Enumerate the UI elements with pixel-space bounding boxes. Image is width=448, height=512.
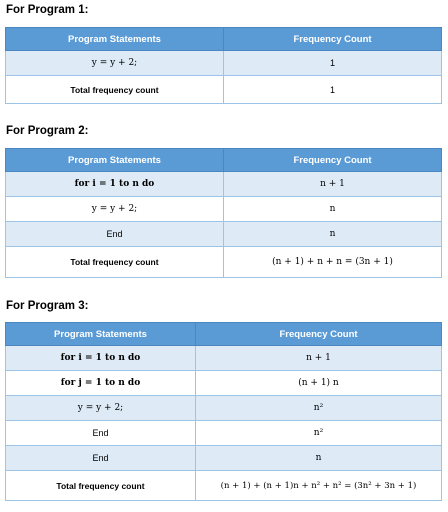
table-row xyxy=(6,396,442,421)
program3-title: For Program 3: xyxy=(6,300,89,312)
total-label-cell: Total frequency count xyxy=(6,471,196,501)
table-row xyxy=(6,76,442,104)
table-row xyxy=(6,247,442,278)
header-program-statements: Program Statements xyxy=(6,149,224,172)
table-row xyxy=(6,471,442,501)
statement-cell: End xyxy=(6,446,196,471)
count-cell: n² xyxy=(196,421,442,446)
statement-cell: End xyxy=(6,421,196,446)
program3-table xyxy=(5,322,442,501)
total-count-cell: 1 xyxy=(224,76,442,104)
statement-cell: for i = 1 to n do xyxy=(6,346,196,371)
count-cell: (n + 1) n xyxy=(196,371,442,396)
table-row xyxy=(6,197,442,222)
table-row xyxy=(6,51,442,76)
total-count-cell: (n + 1) + n + n = (3n + 1) xyxy=(224,247,442,278)
table-row xyxy=(6,346,442,371)
statement-cell: y = y + 2; xyxy=(6,51,224,76)
total-label-cell: Total frequency count xyxy=(6,247,224,278)
count-cell: 1 xyxy=(224,51,442,76)
table-row xyxy=(6,446,442,471)
statement-cell: for j = 1 to n do xyxy=(6,371,196,396)
table-header-row xyxy=(6,323,442,346)
count-cell: n xyxy=(224,222,442,247)
header-program-statements: Program Statements xyxy=(6,323,196,346)
count-cell: n + 1 xyxy=(224,172,442,197)
table-header-row xyxy=(6,28,442,51)
statement-cell: y = y + 2; xyxy=(6,197,224,222)
total-label-cell: Total frequency count xyxy=(6,76,224,104)
table-row xyxy=(6,371,442,396)
count-cell: n² xyxy=(196,396,442,421)
header-frequency-count: Frequency Count xyxy=(224,149,442,172)
program2-title: For Program 2: xyxy=(6,125,89,137)
program1-title: For Program 1: xyxy=(6,4,89,16)
program2-table xyxy=(5,148,442,278)
program1-table xyxy=(5,27,442,104)
statement-cell: for i = 1 to n do xyxy=(6,172,224,197)
count-cell: n + 1 xyxy=(196,346,442,371)
header-program-statements: Program Statements xyxy=(6,28,224,51)
table-header-row xyxy=(6,149,442,172)
total-count-cell: (n + 1) + (n + 1)n + n² + n² = (3n² + 3n + 1) xyxy=(196,471,442,501)
header-frequency-count: Frequency Count xyxy=(224,28,442,51)
table-row xyxy=(6,421,442,446)
count-cell: n xyxy=(224,197,442,222)
table-row xyxy=(6,172,442,197)
table-row xyxy=(6,222,442,247)
statement-cell: y = y + 2; xyxy=(6,396,196,421)
count-cell: n xyxy=(196,446,442,471)
header-frequency-count: Frequency Count xyxy=(196,323,442,346)
statement-cell: End xyxy=(6,222,224,247)
